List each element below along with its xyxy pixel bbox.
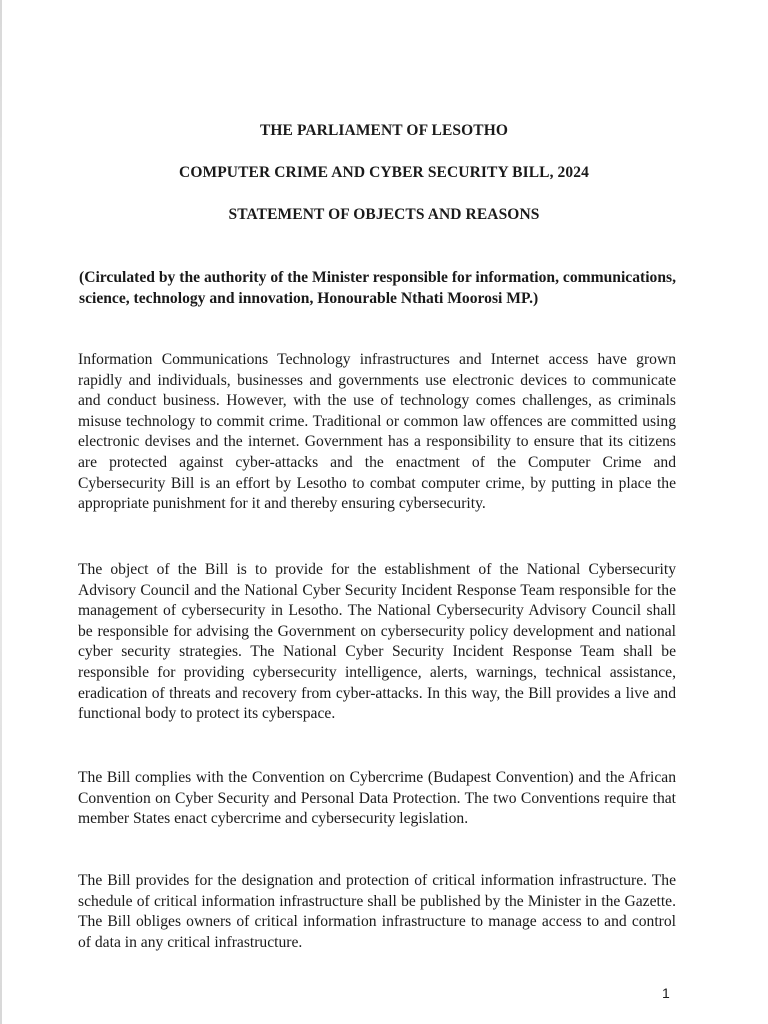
heading-statement: STATEMENT OF OBJECTS AND REASONS bbox=[228, 206, 540, 223]
paragraph-critical-infrastructure: The Bill provides for the designation and protection of critical information infrastructure. The schedule of critical information infrastructure shall be published by the Minister in the Gazette. The Bill obliges owners of critical information infrastructure to manage access to and control of data in any critical infrastructure. bbox=[78, 872, 676, 951]
paragraph-conventions: The Bill complies with the Convention on Cybercrime (Budapest Convention) and the African Convention on Cyber Security and Personal Data Protection. The two Conventions require that member States enact cybercrime and cybersecurity legislation. bbox=[78, 769, 676, 828]
heading-bill-title: COMPUTER CRIME AND CYBER SECURITY BILL, 2024 bbox=[179, 164, 589, 181]
scan-edge-divider bbox=[0, 0, 2, 1024]
heading-parliament: THE PARLIAMENT OF LESOTHO bbox=[259, 122, 509, 139]
paragraph-bill-object: The object of the Bill is to provide for the establishment of the National Cybersecurity Advisory Council and the National Cyber Security Incident Response Team responsible for the management of cybersecurity in Lesotho. The National Cybersecurity Advisory Council shall be responsible for advising the Government on cybersecurity policy development and national cyber security strategies. The National Cyber Security Incident Response Team shall be responsible for providing cybersecurity intelligence, alerts, warnings, technical assistance, eradication of threats and recovery from cyber-attacks. In this way, the Bill provides a live and functional body to protect its cyberspace. bbox=[78, 561, 676, 723]
circulated-note: (Circulated by the authority of the Minister responsible for information, communications, science, technology and innovation, Honourable Nthati Moorosi MP.) bbox=[79, 269, 676, 307]
paragraph-ict-background: Information Communications Technology infrastructures and Internet access have grown rapidly and individuals, businesses and governments use electronic devices to communicate and conduct business. However, with the use of technology comes challenges, as criminals misuse technology to commit crime. Traditional or common law offences are committed using electronic devises and the internet. Government has a responsibility to ensure that its citizens are protected against cyber-attacks and the enactment of the Computer Crime and Cybersecurity Bill is an effort by Lesotho to combat computer crime, by putting in place the appropriate punishment for it and thereby ensuring cybersecurity. bbox=[78, 351, 676, 513]
page-number: 1 bbox=[662, 985, 670, 1001]
